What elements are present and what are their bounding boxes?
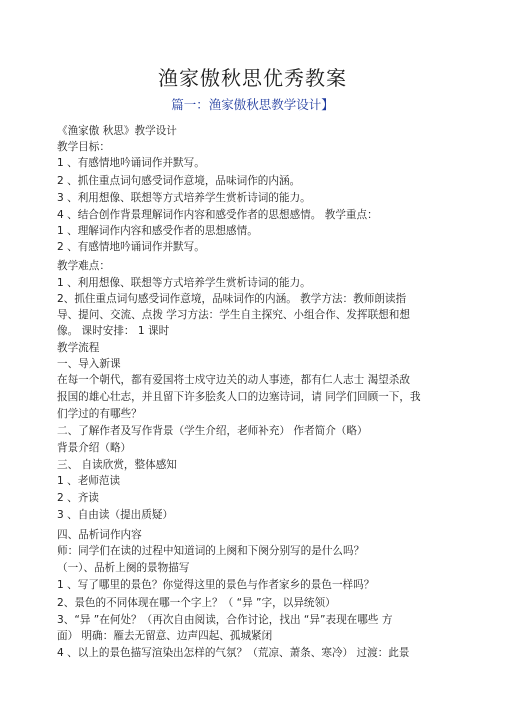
document-title: 渔家傲秋思优秀教案 bbox=[158, 66, 347, 90]
text-line: 1 、老师范读 bbox=[57, 475, 121, 487]
text-line: 2 、有感情地吟诵词作并默写。 bbox=[57, 241, 205, 253]
text-line: 3 、自由读（提出质疑） bbox=[57, 509, 174, 521]
text-line: 四、品析词作内容 bbox=[57, 529, 142, 541]
text-line: 导、提问、交流、点拨 学习方法：学生自主探究、小组合作、发挥联想和想 bbox=[57, 309, 410, 321]
text-line: 1 、利用想像、联想等方式培养学生赏析诗词的能力。 bbox=[57, 277, 311, 289]
text-line: 们学过的有哪些？ bbox=[57, 408, 142, 420]
text-line: 2 、齐读 bbox=[57, 492, 99, 504]
text-line: 1 、有感情地吟诵词作并默写。 bbox=[57, 157, 205, 169]
text-line: 1 、写了哪里的景色？你觉得这里的景色与作者家乡的景色一样吗？ bbox=[57, 579, 375, 591]
text-line: 面） 明确：雁去无留意、边声四起、孤城紧闭 bbox=[57, 630, 273, 642]
text-line: 一、导入新课 bbox=[57, 358, 121, 370]
text-line: 3、“异 ”在何处？（再次自由阅读，合作讨论，找出 “异”表现在哪些 方 bbox=[57, 614, 393, 626]
text-line: 2、景色的不同体现在哪一个字上？（ “异 ”字，以异统领） bbox=[57, 597, 336, 609]
text-line: 4 、结合创作背景理解词作内容和感受作者的思想感情。 教学重点： bbox=[57, 209, 378, 221]
document-subtitle: 篇一：渔家傲秋思教学设计】 bbox=[171, 97, 334, 112]
text-line: （一）、品析上阕的景物描写 bbox=[57, 562, 190, 574]
text-line: 4 、以上的景色描写渲染出怎样的气氛？（荒凉、萧条、寒冷） 过渡：此景 bbox=[57, 647, 410, 659]
text-line: 三、 自读欣赏，整体感知 bbox=[57, 459, 177, 471]
text-line: 教学目标： bbox=[57, 141, 110, 153]
text-line: 背景介绍（略） bbox=[57, 442, 132, 454]
text-line: 教学流程 bbox=[57, 342, 100, 354]
text-line: 二、了解作者及写作背景（学生介绍，老师补充） 作者简介（略） bbox=[57, 425, 368, 437]
text-line: 像。 课时安排： 1 课时 bbox=[57, 325, 170, 337]
text-line: 1 、理解词作内容和感受作者的思想感情。 bbox=[57, 225, 258, 237]
text-line: 3 、利用想像、联想等方式培养学生赏析诗词的能力。 bbox=[57, 192, 311, 204]
text-line: 教学难点： bbox=[57, 260, 110, 272]
text-line: 2、抓住重点词句感受词作意境，品味词作的内涵。 教学方法：教师朗读指 bbox=[57, 293, 407, 305]
text-line: 2 、抓住重点词句感受词作意境，品味词作的内涵。 bbox=[57, 175, 301, 187]
text-line: 在每一个朝代，都有爱国将士戍守边关的动人事迹，都有仁人志士 渴望杀敌 bbox=[57, 374, 410, 386]
text-line: 报国的雄心壮志，并且留下许多脍炙人口的边塞诗词，请 同学们回顾一下，我 bbox=[57, 391, 421, 403]
text-line: 《渔家傲 秋思》教学设计 bbox=[57, 125, 177, 137]
text-line: 师：同学们在读的过程中知道词的上阕和下阕分别写的是什么吗？ bbox=[57, 545, 365, 557]
